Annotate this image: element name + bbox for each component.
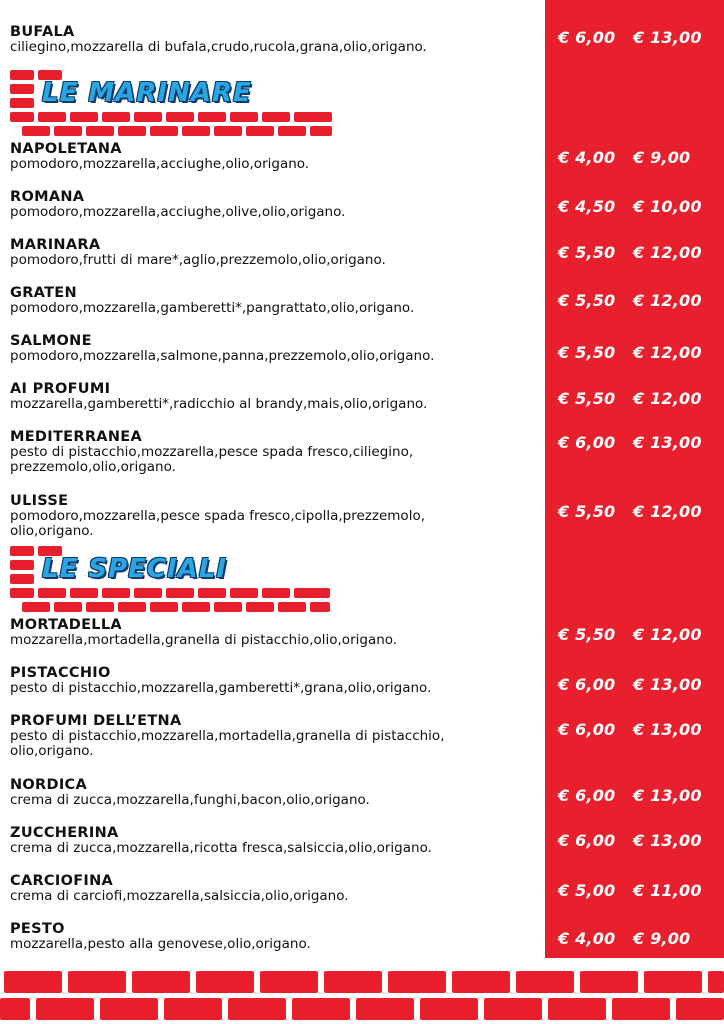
price-small: € 4,00 [558, 148, 616, 167]
price-small: € 6,00 [558, 28, 616, 47]
price-small: € 5,50 [558, 243, 616, 262]
price-large: € 13,00 [633, 831, 702, 850]
price-large: € 13,00 [633, 786, 702, 805]
section-title: LE MARINARE [42, 78, 252, 108]
price-large: € 12,00 [633, 502, 702, 521]
price-small: € 6,00 [558, 433, 616, 452]
price-small: € 5,00 [558, 881, 616, 900]
menu-item-napoletana [10, 141, 540, 172]
item-name: PROFUMI DELL’ETNA [10, 713, 182, 729]
price-small: € 5,50 [558, 389, 616, 408]
item-name: CARCIOFINA [10, 873, 114, 889]
price-large: € 13,00 [633, 720, 702, 739]
item-name: ROMANA [10, 189, 85, 205]
price-large: € 12,00 [633, 243, 702, 262]
price-large: € 13,00 [633, 28, 702, 47]
item-name: PESTO [10, 921, 65, 937]
item-description: crema di carciofi,mozzarella,salsiccia,olio,origano. [10, 888, 349, 904]
item-name: MARINARA [10, 237, 101, 253]
item-description: crema di zucca,mozzarella,funghi,bacon,olio,origano. [10, 792, 370, 808]
price-small: € 6,00 [558, 675, 616, 694]
price-small: € 4,50 [558, 197, 616, 216]
item-name: SALMONE [10, 333, 92, 349]
item-description: pesto di pistacchio,mozzarella,gamberetti*,grana,olio,origano. [10, 680, 432, 696]
footer-brick-wall [0, 968, 724, 1024]
menu-item-mediterranea [10, 429, 540, 475]
item-name: ULISSE [10, 493, 69, 509]
item-name: MORTADELLA [10, 617, 122, 633]
menu-item-zuccherina [10, 825, 540, 856]
price-large: € 10,00 [633, 197, 702, 216]
item-name: BUFALA [10, 24, 75, 40]
item-description: crema di zucca,mozzarella,ricotta fresca,salsiccia,olio,origano. [10, 840, 432, 856]
item-description: olio,origano. [10, 523, 94, 539]
price-large: € 12,00 [633, 291, 702, 310]
price-small: € 6,00 [558, 831, 616, 850]
item-description: pomodoro,mozzarella,gamberetti*,pangrattato,olio,origano. [10, 300, 415, 316]
menu-item-bufala [10, 24, 540, 55]
price-large: € 9,00 [633, 929, 691, 948]
price-small: € 5,50 [558, 625, 616, 644]
item-description: pesto di pistacchio,mozzarella,mortadella,granella di pistacchio, [10, 728, 445, 744]
menu-item-profumi-etna [10, 713, 540, 759]
item-description: mozzarella,pesto alla genovese,olio,origano. [10, 936, 311, 952]
price-large: € 12,00 [633, 389, 702, 408]
item-name: AI PROFUMI [10, 381, 111, 397]
item-description: prezzemolo,olio,origano. [10, 459, 176, 475]
price-large: € 12,00 [633, 343, 702, 362]
menu-item-romana [10, 189, 540, 220]
menu-item-ulisse [10, 493, 540, 539]
item-name: NORDICA [10, 777, 88, 793]
item-description: olio,origano. [10, 743, 94, 759]
menu-item-carciofina [10, 873, 540, 904]
menu-item-pesto [10, 921, 540, 952]
price-small: € 5,50 [558, 502, 616, 521]
item-description: mozzarella,mortadella,granella di pistacchio,olio,origano. [10, 632, 398, 648]
menu-item-nordica [10, 777, 540, 808]
price-column [545, 0, 724, 958]
menu-item-marinara [10, 237, 540, 268]
item-name: PISTACCHIO [10, 665, 111, 681]
item-description: pesto di pistacchio,mozzarella,pesce spada fresco,ciliegino, [10, 444, 414, 460]
price-small: € 6,00 [558, 786, 616, 805]
price-large: € 13,00 [633, 675, 702, 694]
item-description: pomodoro,mozzarella,salmone,panna,prezzemolo,olio,origano. [10, 348, 435, 364]
price-large: € 13,00 [633, 433, 702, 452]
price-large: € 9,00 [633, 148, 691, 167]
section-title: LE SPECIALI [42, 554, 228, 584]
menu-item-salmone [10, 333, 540, 364]
price-small: € 5,50 [558, 291, 616, 310]
item-description: pomodoro,frutti di mare*,aglio,prezzemolo,olio,origano. [10, 252, 386, 268]
price-small: € 6,00 [558, 720, 616, 739]
price-large: € 11,00 [633, 881, 702, 900]
menu-item-mortadella [10, 617, 540, 648]
item-name: MEDITERRANEA [10, 429, 142, 445]
menu-item-graten [10, 285, 540, 316]
price-small: € 5,50 [558, 343, 616, 362]
item-description: pomodoro,mozzarella,acciughe,olive,olio,origano. [10, 204, 346, 220]
item-description: mozzarella,gamberetti*,radicchio al brandy,mais,olio,origano. [10, 396, 428, 412]
item-description: pomodoro,mozzarella,acciughe,olio,origano. [10, 156, 310, 172]
item-description: pomodoro,mozzarella,pesce spada fresco,cipolla,prezzemolo, [10, 508, 425, 524]
item-name: NAPOLETANA [10, 141, 122, 157]
item-name: GRATEN [10, 285, 77, 301]
menu-item-pistacchio [10, 665, 540, 696]
price-small: € 4,00 [558, 929, 616, 948]
item-name: ZUCCHERINA [10, 825, 119, 841]
price-large: € 12,00 [633, 625, 702, 644]
menu-item-ai-profumi [10, 381, 540, 412]
item-description: ciliegino,mozzarella di bufala,crudo,rucola,grana,olio,origano. [10, 39, 427, 55]
